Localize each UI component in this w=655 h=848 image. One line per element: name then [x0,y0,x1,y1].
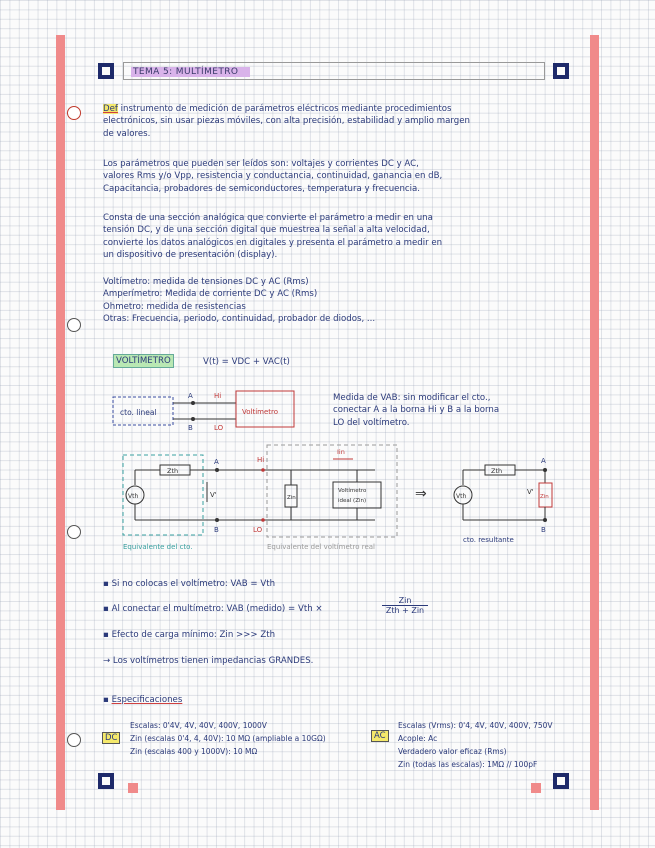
definition-block [103,103,573,140]
diagram-equivalent-circuits [115,440,575,555]
dc-specs [130,719,370,758]
lo-terminal-label: LO [214,424,224,432]
list-item: Otras: Frecuencia, periodo, continuidad, probador de diodos, ... [103,314,376,325]
vth-label: Vth [456,493,467,500]
def-line-2: electrónicos, sin usar piezas móviles, con alta precisión, estabilidad y amplio margen [103,116,470,127]
dc-spec-line: Zin (escalas 0'4, 4, 40V): 10 MΩ (ampliable a 10GΩ) [130,734,326,743]
fraction-numerator: Zin [382,596,428,606]
parameters-paragraph [103,158,573,195]
dc-tag: DC [102,732,120,744]
bullet-no-voltmeter: ▪ Si no colocas el voltímetro: VAB = Vth [103,579,276,589]
binder-hole [67,525,81,539]
vprime-label: V' [527,488,534,496]
right-margin-bar [590,35,599,810]
para2-line: un dispositivo de presentación (display). [103,250,278,261]
def-line-3: de valores. [103,128,151,139]
binder-hole [67,318,81,332]
ac-spec-line: Acople: Ac [398,734,438,743]
bullet-high-impedance: → Los voltímetros tienen impedancias GRANDES. [103,656,314,666]
measure-note-line: conectar A a la borna Hi y B a la borna [333,405,500,416]
measure-note [333,392,573,429]
bullet-with-multimeter: ▪ Al conectar el multímetro: VAB (medido) = Vth × [103,604,323,614]
section-label: VOLTÍMETRO [113,354,174,368]
specs-title: ▪ Especificaciones [103,695,183,705]
equivalent-voltmeter-label: Equivalente del voltímetro real [267,543,375,551]
hi-terminal-label: Hi [214,392,222,400]
binder-hole [67,733,81,747]
zth-label: Zth [491,467,503,475]
para1-line: valores Rms y/o Vpp, resistencia y conductancia, continuidad, ganancia en dB, [103,171,443,182]
lo-terminal-label: LO [253,526,263,534]
loading-fraction [382,596,428,615]
dc-spec-line: Zin (escalas 400 y 1000V): 10 MΩ [130,747,258,756]
para2-line: tensión DC, y de una sección digital que muestrea la señal a alta velocidad, [103,225,430,236]
diagram-simple-connection [108,385,313,435]
implies-arrow-icon: ⇒ [415,486,427,502]
linear-circuit-label: cto. lineal [120,408,157,417]
list-item: Ohmetro: medida de resistencias [103,301,246,312]
measure-note-line: LO del voltímetro. [333,417,410,428]
equivalent-circuit-label: Equivalente del cto. [123,543,193,551]
instrument-list [103,276,573,326]
list-item: Amperímetro: Medida de corriente DC y AC (Rms) [103,289,318,300]
iin-label: Iin [337,448,345,456]
corner-mark-top-left [98,63,114,79]
vth-label: Vth [128,493,139,500]
corner-mark-top-right [553,63,569,79]
resulting-circuit-label: cto. resultante [463,536,514,544]
para1-line: Capacitancia, probadores de semiconductores, temperatura y frecuencia. [103,183,421,194]
para2-line: convierte los datos analógicos en digitales y presenta el parámetro a medir en [103,237,443,248]
corner-accent-left [128,783,138,793]
voltmeter-label: Voltímetro [242,408,279,416]
zin-label: Zin [287,495,296,501]
corner-mark-bottom-left [98,773,114,789]
section-formula: V(t) = VDC + VAC(t) [203,357,290,367]
ac-spec-line: Verdadero valor eficaz (Rms) [398,747,507,756]
dc-spec-line: Escalas: 0'4V, 4V, 40V, 400V, 1000V [130,721,267,730]
node-a-label: A [188,392,193,400]
def-label: Def [103,104,118,114]
page-title: TEMA 5: MULTÍMETRO [131,67,250,77]
node-a-label: A [214,458,219,466]
zin-label: Zin [540,494,549,500]
corner-accent-right [531,783,541,793]
para2-line: Consta de una sección analógica que convierte el parámetro a medir en una [103,213,433,223]
node-b-label: B [541,526,546,534]
ideal-voltmeter-sublabel: ideal (Zin) [338,498,367,504]
left-margin-bar [56,35,65,810]
hi-terminal-label: Hi [257,456,265,464]
fraction-denominator: Zth + Zin [385,606,425,615]
ac-tag: AC [371,730,389,742]
para1-line: Los parámetros que pueden ser leídos son: voltajes y corrientes DC y AC, [103,159,419,169]
node-a-label: A [541,457,546,465]
corner-mark-bottom-right [553,773,569,789]
bullet-minimum-load: ▪ Efecto de carga mínimo: Zin >>> Zth [103,630,276,640]
structure-paragraph [103,212,573,262]
ac-spec-line: Zin (todas las escalas): 1MΩ // 100pF [398,760,538,769]
vprime-label: V' [210,491,217,499]
ideal-voltmeter-label: Voltímetro [338,488,367,494]
zth-label: Zth [167,467,179,475]
equivalent-voltmeter-box [267,445,397,537]
ac-spec-line: Escalas (Vrms): 0'4, 4V, 40V, 400V, 750V [398,721,553,730]
binder-hole [67,106,81,120]
ideal-voltmeter-box [333,482,381,508]
ac-specs [398,719,578,771]
node-b-label: B [214,526,219,534]
def-line-1: instrumento de medición de parámetros eléctricos mediante procedimientos [120,104,452,114]
node-b-label: B [188,424,193,432]
list-item: Voltímetro: medida de tensiones DC y AC (Rms) [103,277,309,287]
measure-note-line: Medida de VAB: sin modificar el cto., [333,393,491,403]
